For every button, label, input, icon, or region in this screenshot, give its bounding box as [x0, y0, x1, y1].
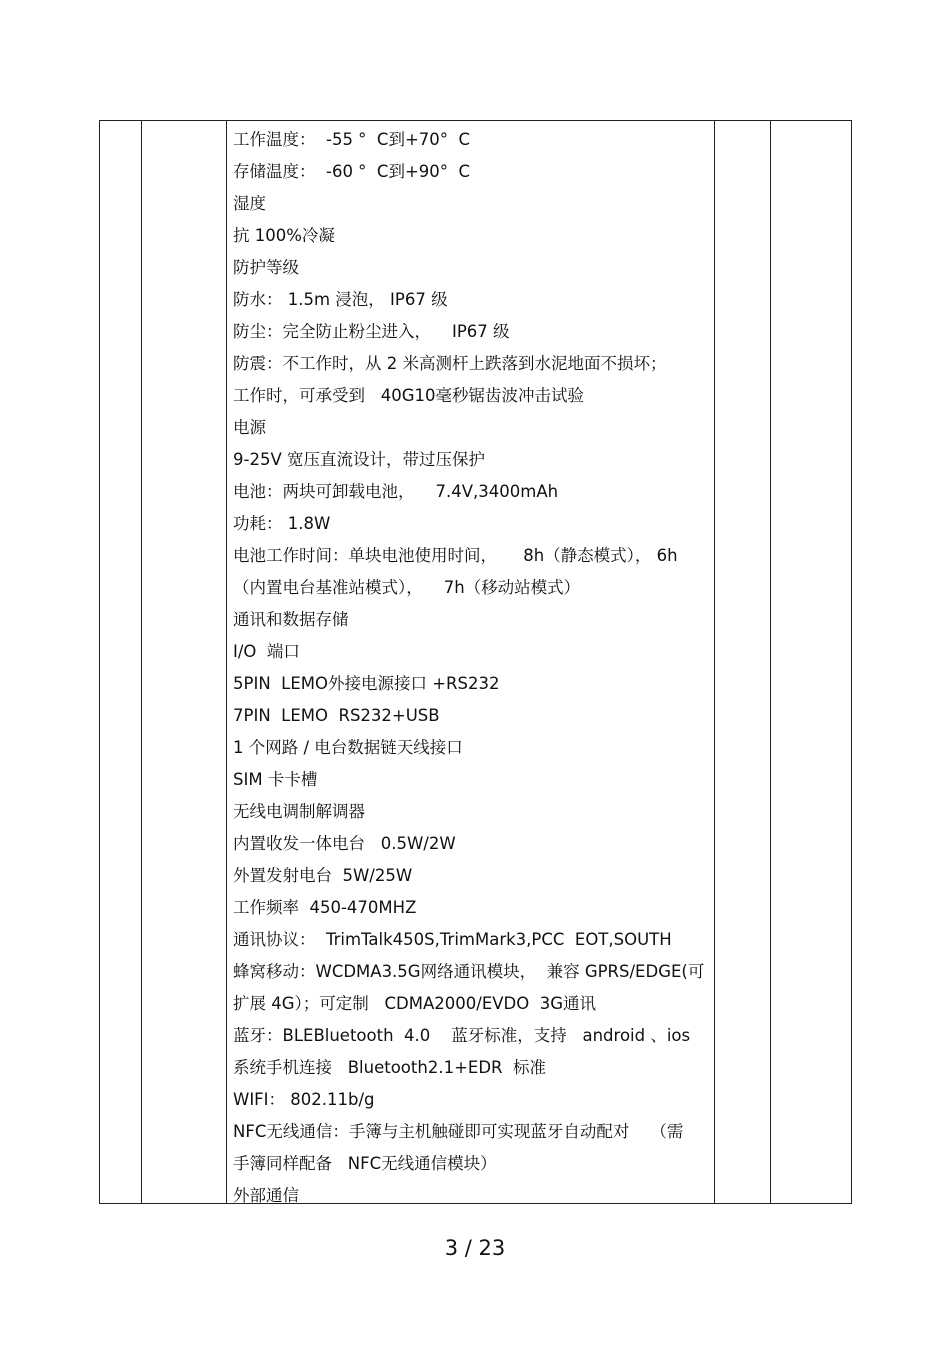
spec-line: 手簿同样配备 NFC无线通信模块）	[233, 1154, 497, 1173]
spec-content-cell	[233, 124, 711, 1212]
spec-line: 电池工作时间：单块电池使用时间， 8h（静态模式）， 6h	[233, 546, 678, 565]
spec-line: 工作频率 450-470MHZ	[233, 898, 417, 917]
spec-line: 工作时，可承受到 40G10毫秒锯齿波冲击试验	[233, 386, 585, 405]
column-divider-3	[714, 121, 715, 1203]
spec-line: 抗 100%冷凝	[233, 226, 335, 245]
spec-line: 防震：不工作时，从 2 米高测杆上跌落到水泥地面不损坏；	[233, 354, 667, 373]
spec-line: 防护等级	[233, 258, 299, 277]
spec-table	[99, 120, 852, 1204]
spec-line: （内置电台基准站模式）， 7h（移动站模式）	[233, 578, 581, 597]
spec-line: 蓝牙：BLEBluetooth 4.0 蓝牙标准，支持 android 、ios	[233, 1026, 691, 1045]
page-number: 3 / 23	[444, 1236, 506, 1260]
column-divider-2	[226, 121, 227, 1203]
spec-line: 5PIN LEMO外接电源接口 +RS232	[233, 674, 500, 693]
spec-line: 外部通信	[233, 1186, 299, 1205]
spec-line: 防水： 1.5m 浸泡， IP67 级	[233, 290, 448, 309]
spec-line: NFC无线通信：手簿与主机触碰即可实现蓝牙自动配对 （需	[233, 1122, 684, 1141]
spec-line: 防尘：完全防止粉尘进入， IP67 级	[233, 322, 510, 341]
spec-line: WIFI： 802.11b/g	[233, 1090, 375, 1109]
spec-line: 通讯和数据存储	[233, 610, 349, 629]
column-divider-1	[141, 121, 142, 1203]
spec-line: 1 个网路 / 电台数据链天线接口	[233, 738, 463, 757]
spec-line: 蜂窝移动：WCDMA3.5G网络通讯模块， 兼容 GPRS/EDGE(可	[233, 962, 705, 981]
spec-line: 存储温度： -60 ° C到+90° C	[233, 162, 471, 181]
spec-line: 外置发射电台 5W/25W	[233, 866, 413, 885]
spec-line: 扩展 4G）；可定制 CDMA2000/EVDO 3G通讯	[233, 994, 596, 1013]
spec-line: 7PIN LEMO RS232+USB	[233, 706, 440, 725]
spec-line: 湿度	[233, 194, 266, 213]
spec-line: 通讯协议： TrimTalk450S,TrimMark3,PCC EOT,SOUTH	[233, 930, 672, 949]
spec-line: 功耗： 1.8W	[233, 514, 331, 533]
spec-line: 内置收发一体电台 0.5W/2W	[233, 834, 456, 853]
spec-line: SIM 卡卡槽	[233, 770, 318, 789]
spec-line: I/O 端口	[233, 642, 300, 661]
spec-line: 系统手机连接 Bluetooth2.1+EDR 标准	[233, 1058, 546, 1077]
spec-line: 无线电调制解调器	[233, 802, 365, 821]
column-divider-4	[770, 121, 771, 1203]
spec-line: 9-25V 宽压直流设计，带过压保护	[233, 450, 485, 469]
spec-line: 工作温度： -55 ° C到+70° C	[233, 130, 471, 149]
spec-line: 电池：两块可卸载电池， 7.4V,3400mAh	[233, 482, 559, 501]
spec-line: 电源	[233, 418, 266, 437]
